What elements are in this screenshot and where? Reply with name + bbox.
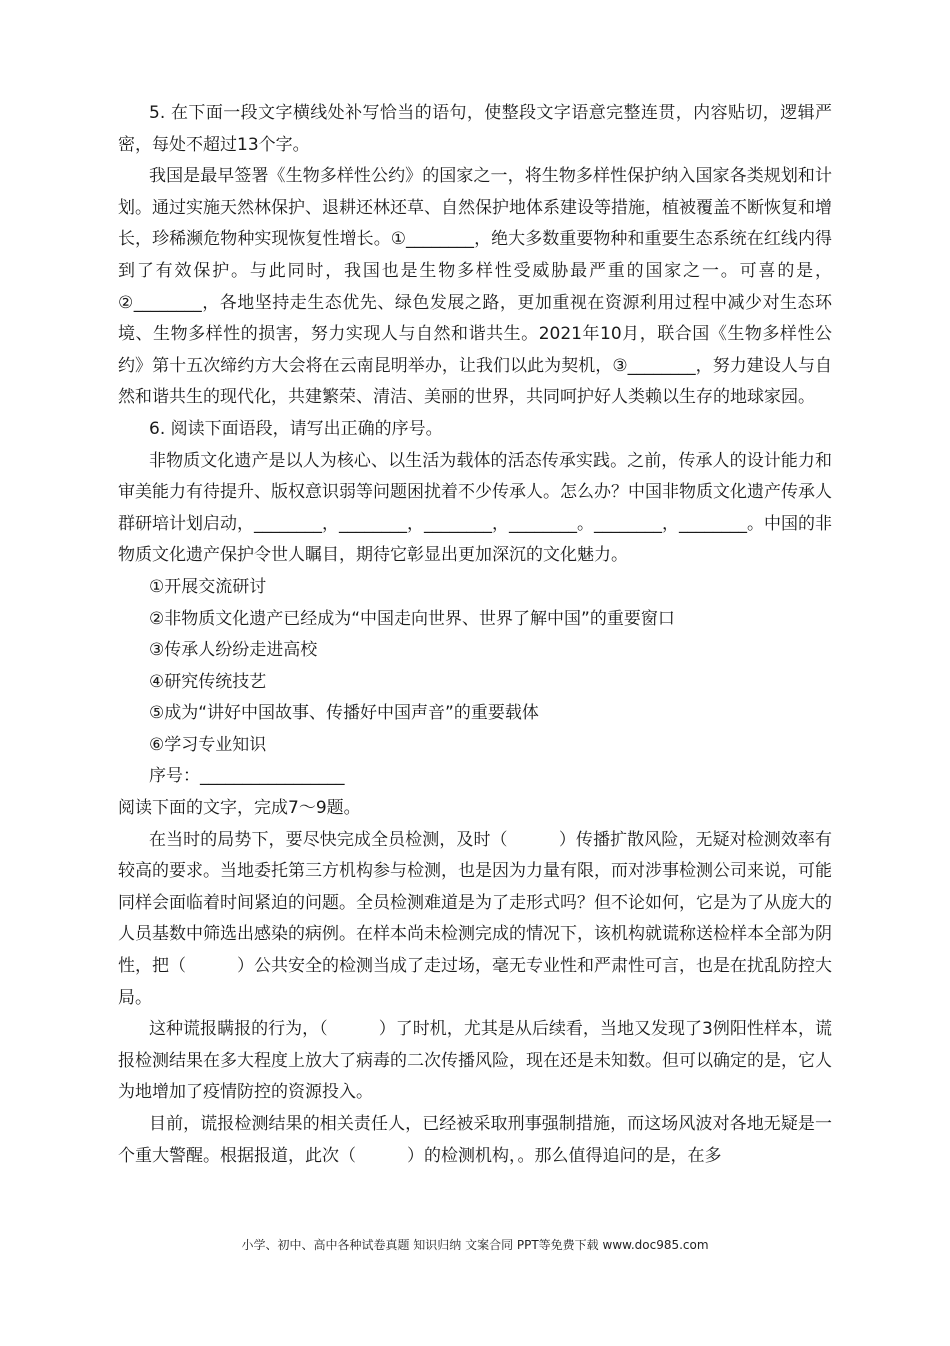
reading-paragraph-1: 在当时的局势下，要尽快完成全员检测，及时（ ）传播扩散风险，无疑对检测效率有较高的要求。当地委托第三方机构参与检测，也是因为力量有限，而对涉事检测公司来说，可能同样会面临着时间紧迫的问题。全员检测难道是为了走形式吗？但不论如何，它是为了从庞大的人员基数中筛选出感染的病例。在样本尚未检测完成的情况下，该机构就谎称送检样本全部为阴性，把（ ）公共安全的检测当成了走过场，毫无专业性和严肃性可言，也是在扰乱防控大局。: [118, 829, 832, 1008]
q5-passage: 我国是最早签署《生物多样性公约》的国家之一，将生物多样性保护纳入国家各类规划和计划。通过实施天然林保护、退耕还林还草、自然保护地体系建设等措施，植被覆盖不断恢复和增长，珍稀濒危物种实现恢复性增长。①________，绝大多数重要物种和重要生态系统在红线内得到了有效保护。与此同时，我国也是生物多样性受威胁最严重的国家之一。可喜的是，②________，各地坚持走生态优先、绿色发展之路，更加重视在资源利用过程中减少对生态环境、生物多样性的损害，努力实现人与自然和谐共生。2021年10月，联合国《生物多样性公约》第十五次缔约方大会将在云南昆明举办，让我们以此为契机，③________，努力建设人与自然和谐共生的现代化，共建繁荣、清洁、美丽的世界，共同呵护好人类赖以生存的地球家园。: [118, 166, 832, 408]
q6-option: ②非物质文化遗产已经成为“中国走向世界、世界了解中国”的重要窗口: [149, 608, 675, 629]
reading-paragraph-2: 这种谎报瞒报的行为，（ ）了时机，尤其是从后续看，当地又发现了3例阳性样本，谎报检测结果在多大程度上放大了病毒的二次传播风险，现在还是未知数。但可以确定的是，它人为地增加了疫情防控的资源投入。: [118, 1019, 832, 1103]
reading-intro: 阅读下面的文字，完成7～9题。: [118, 798, 361, 819]
q6-option: ③传承人纷纷走进高校: [149, 640, 318, 661]
q6-prompt: 6. 阅读下面语段，请写出正确的序号。: [149, 418, 443, 439]
q5-prompt: 5. 在下面一段文字横线处补写恰当的语句，使整段文字语意完整连贯，内容贴切，逻辑严密，每处不超过13个字。: [118, 103, 832, 155]
q6-option: ⑥学习专业知识: [149, 734, 267, 755]
document-body: [118, 98, 832, 1172]
q6-option: ①开展交流研讨: [149, 576, 267, 597]
q6-answer-line: 序号：_________________: [149, 766, 345, 787]
page-footer: 小学、初中、高中各种试卷真题 知识归纳 文案合同 PPT等免费下载 www.doc985.com: [241, 1238, 709, 1252]
reading-paragraph-3: 目前，谎报检测结果的相关责任人，已经被采取刑事强制措施，而这场风波对各地无疑是一个重大警醒。根据报道，此次（ ）的检测机构，。那么值得追问的是，在多: [118, 1114, 832, 1166]
q6-passage: 非物质文化遗产是以人为核心、以生活为载体的活态传承实践。之前，传承人的设计能力和审美能力有待提升、版权意识弱等问题困扰着不少传承人。怎么办？中国非物质文化遗产传承人群研培计划启动，________，________，________，________。________，________。中国的非物质文化遗产保护令世人瞩目，期待它彰显出更加深沉的文化魅力。: [118, 450, 832, 566]
q6-option: ⑤成为“讲好中国故事、传播好中国声音”的重要载体: [149, 703, 539, 724]
q6-option: ④研究传统技艺: [149, 671, 267, 692]
